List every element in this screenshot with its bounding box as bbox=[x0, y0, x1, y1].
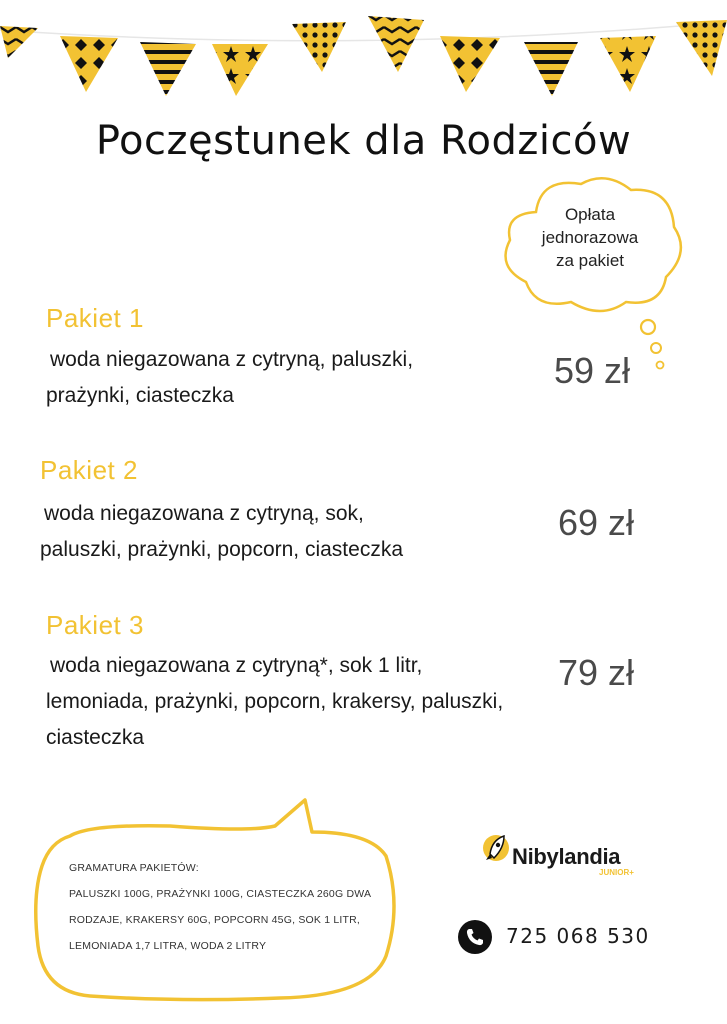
description-line: prażynki, ciasteczka bbox=[46, 384, 234, 407]
phone-icon bbox=[458, 920, 492, 954]
package-weights bbox=[69, 855, 399, 959]
package-2-price: 69 zł bbox=[558, 502, 635, 543]
weights-line: PALUSZKI 100G, PRAŻYNKI 100G, CIASTECZKA 260G DWA bbox=[69, 888, 372, 900]
description-line: woda niegazowana z cytryną, sok, bbox=[44, 502, 364, 525]
description-line: paluszki, prażynki, popcorn, ciasteczka bbox=[40, 538, 403, 561]
description-line: ciasteczka bbox=[46, 726, 145, 749]
package-3-description bbox=[46, 648, 503, 756]
brand-name: Nibylandia bbox=[512, 844, 621, 869]
package-1-description bbox=[46, 342, 413, 414]
weights-line: RODZAJE, KRAKERSY 60G, POPCORN 45G, SOK 1 LITR, bbox=[69, 914, 361, 926]
phone-number[interactable]: 725 068 530 bbox=[506, 924, 650, 948]
package-1-name: Pakiet 1 bbox=[46, 303, 144, 333]
package-2-name: Pakiet 2 bbox=[40, 455, 138, 485]
package-3-price: 79 zł bbox=[558, 652, 635, 693]
note-line: Opłata bbox=[564, 205, 616, 224]
weights-line: GRAMATURA PAKIETÓW: bbox=[69, 862, 199, 874]
description-line: woda niegazowana z cytryną*, sok 1 litr, bbox=[50, 654, 423, 677]
description-line: woda niegazowana z cytryną, paluszki, bbox=[50, 348, 414, 371]
one-time-fee-note bbox=[520, 203, 660, 272]
note-line: jednorazowa bbox=[541, 228, 639, 247]
package-1-price: 59 zł bbox=[554, 350, 631, 391]
page-title: Poczęstunek dla Rodziców bbox=[95, 118, 632, 164]
description-line: lemoniada, prażynki, popcorn, krakersy, paluszki, bbox=[46, 690, 504, 713]
nibylandia-logo bbox=[482, 832, 652, 882]
rocket-icon bbox=[482, 832, 512, 874]
brand-subtitle: JUNIOR+ bbox=[599, 868, 634, 877]
weights-line: LEMONIADA 1,7 LITRA, WODA 2 LITRY bbox=[69, 940, 267, 952]
package-3-name: Pakiet 3 bbox=[46, 610, 144, 640]
note-line: za pakiet bbox=[555, 251, 625, 270]
package-2-description bbox=[40, 496, 403, 568]
thought-cloud bbox=[496, 172, 686, 372]
bunting-garland bbox=[0, 0, 727, 110]
bunting-flags bbox=[0, 16, 727, 96]
